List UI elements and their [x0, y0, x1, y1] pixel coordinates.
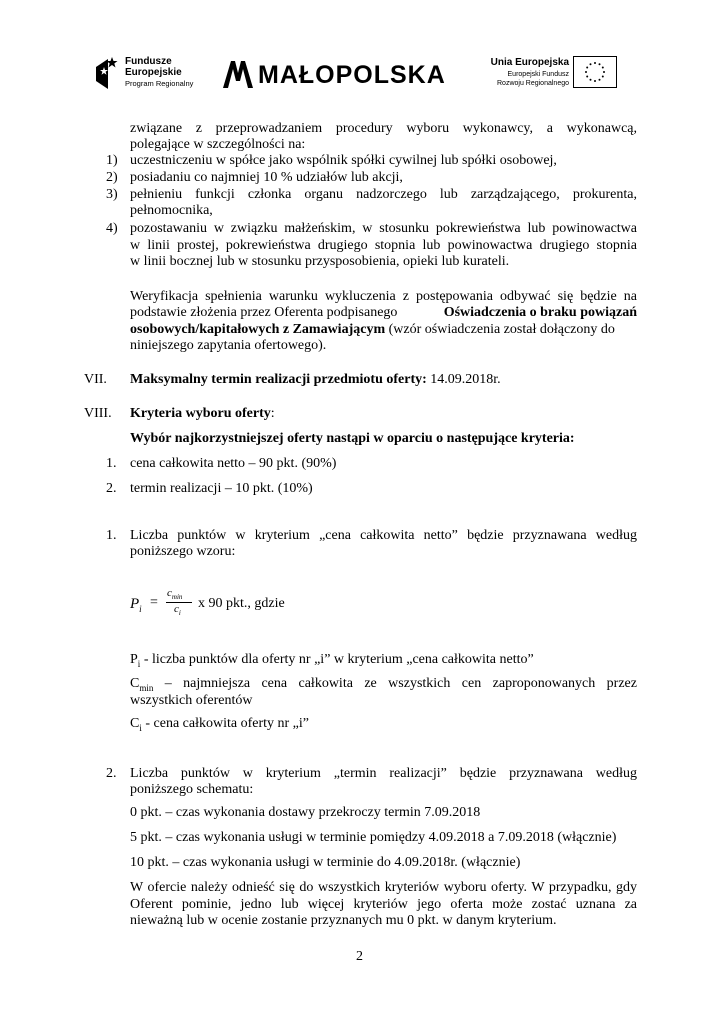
list-item-text-cont: pełnomocnika, — [130, 203, 213, 218]
formula-p-sub: i — [139, 604, 142, 614]
formula-p — [130, 596, 142, 612]
fe-line2: Europejskie — [125, 67, 182, 78]
denominator-sub: i — [178, 609, 181, 618]
section-7-heading — [130, 372, 501, 388]
criterion-text: cena całkowita netto – 90 pkt. (90%) — [130, 456, 337, 471]
formula-equals: = — [150, 595, 158, 610]
term-footer-line-1: W ofercie należy odnieść się do wszystkich kryteriów wyboru oferty. W przypadku, gdy — [130, 880, 637, 895]
verification-line-1: Weryfikacja spełnienia warunku wykluczenia z postępowania odbywać się będzie na — [130, 289, 637, 304]
eu-funds-star-logo — [94, 55, 120, 91]
list-item-number: 4) — [106, 221, 118, 236]
term-rule-3: 10 pkt. – czas wykonania usługi w terminie do 4.09.2018r. (włącznie) — [130, 855, 521, 870]
definition-symbol: C — [130, 676, 140, 691]
section-7-value: 14.09.2018r. — [426, 372, 501, 387]
definition-cmin — [130, 676, 637, 692]
page-number: 2 — [356, 949, 363, 964]
ue-line3: Rozwoju Regionalnego — [497, 80, 569, 87]
term-line-1: Liczba punktów w kryterium „termin realizacji” będzie przyznawana według — [130, 766, 637, 781]
formula-p-symbol: P — [130, 596, 140, 612]
term-footer-line-2: Oferent pominie, jedno lub więcej kryteriów jego oferta może zostać uznana za — [130, 897, 637, 912]
definition-sub: min — [139, 682, 154, 693]
malopolska-m-icon — [222, 59, 254, 89]
numerator-symbol: c — [167, 587, 172, 599]
fe-line3: Program Regionalny — [125, 79, 194, 88]
term-line-2: poniższego schematu: — [130, 782, 254, 797]
numerator-sub: min — [171, 593, 183, 602]
definition-text: - liczba punktów dla oferty nr „i” w kryterium „cena całkowita netto” — [140, 652, 534, 667]
eu-flag-icon — [573, 56, 617, 88]
formula-denominator — [174, 603, 181, 618]
section-8-label: Kryteria wyboru oferty — [130, 406, 271, 421]
definition-text: - cena całkowita oferty nr „i” — [141, 716, 309, 731]
term-rule-1: 0 pkt. – czas wykonania dostawy przekroczy termin 7.09.2018 — [130, 805, 481, 820]
intro-line-1: związane z przeprowadzaniem procedury wyboru wykonawcy, a wykonawcą, — [130, 121, 637, 136]
section-number: VII. — [84, 372, 107, 387]
section-8-heading — [130, 406, 275, 422]
section-number: VIII. — [84, 406, 112, 421]
criterion-number: 2. — [106, 766, 117, 781]
list-item-text: uczestniczeniu w spółce jako wspólnik spółki cywilnej lub spółki osobowej, — [130, 153, 557, 168]
denominator-symbol: c — [174, 603, 179, 615]
list-item-text-cont: w linii bocznej lub w stosunku przysposobienia, opieki lub kurateli. — [130, 254, 510, 269]
ue-line1: Unia Europejska — [490, 57, 569, 68]
definition-sub: i — [137, 658, 141, 669]
list-item-number: 1) — [106, 153, 118, 168]
criterion-text: termin realizacji – 10 pkt. (10%) — [130, 481, 313, 496]
term-rule-2: 5 pkt. – czas wykonania usługi w terminie pomiędzy 4.09.2018 a 7.09.2018 (włącznie) — [130, 830, 617, 845]
definition-cmin-cont: wszystkich oferentów — [130, 693, 253, 708]
formula-rest: x 90 pkt., gdzie — [198, 596, 285, 611]
fe-line1: Fundusze — [125, 56, 172, 67]
price-line-2: poniższego wzoru: — [130, 544, 236, 559]
section-7-label: Maksymalny termin realizacji przedmiotu oferty: — [130, 372, 427, 387]
ue-line2: Europejski Fundusz — [507, 71, 569, 78]
definition-symbol: P — [130, 652, 138, 667]
criterion-number: 2. — [106, 481, 117, 496]
list-item-number: 3) — [106, 187, 118, 202]
list-item-text: posiadaniu co najmniej 10 % udziałów lub akcji, — [130, 170, 403, 185]
statement-title-cont: osobowych/kapitałowych z Zamawiającym — [130, 322, 386, 337]
definition-text: – najmniejsza cena całkowita ze wszystkich cen zaproponowanych przez — [153, 676, 637, 691]
criterion-number: 1. — [106, 456, 117, 471]
formula-numerator — [167, 587, 183, 602]
definition-sub: i — [139, 722, 142, 733]
term-footer-line-3: nieważną lub w ocenie zostanie przyznanych mu 0 pkt. w danym kryterium. — [130, 913, 557, 928]
verification-text: podstawie złożenia przez Oferenta podpisanego — [130, 305, 401, 320]
definition-ci — [130, 716, 309, 732]
list-item-text-cont: w linii prostej, pokrewieństwa drugiego stopnia lub powinowactwa drugiego stopnia — [130, 238, 637, 253]
list-item-text: pełnieniu funkcji członka organu nadzorczego lub zarządzającego, prokurenta, — [130, 187, 637, 202]
verification-text: (wzór oświadczenia został dołączony do — [385, 322, 615, 337]
list-item-number: 2) — [106, 170, 118, 185]
price-line-1: Liczba punktów w kryterium „cena całkowita netto” będzie przyznawana według — [130, 528, 637, 543]
statement-title: Oświadczenia o braku powiązań — [443, 305, 637, 320]
list-item-text: pozostawaniu w związku małżeńskim, w stosunku pokrewieństwa lub powinowactwa — [130, 221, 637, 236]
verification-line-4: niniejszego zapytania ofertowego). — [130, 338, 327, 353]
definition-pi — [130, 652, 534, 668]
brand-name: MAŁOPOLSKA — [258, 61, 446, 89]
verification-line-3 — [130, 322, 615, 338]
section-8-colon: : — [270, 406, 275, 421]
criterion-number: 1. — [106, 528, 117, 543]
definition-symbol: C — [130, 716, 140, 731]
intro-line-2: polegające w szczególności na: — [130, 137, 306, 152]
verification-line-2 — [130, 305, 637, 321]
section-8-subtitle: Wybór najkorzystniejszej oferty nastąpi w oparciu o następujące kryteria: — [130, 431, 575, 446]
